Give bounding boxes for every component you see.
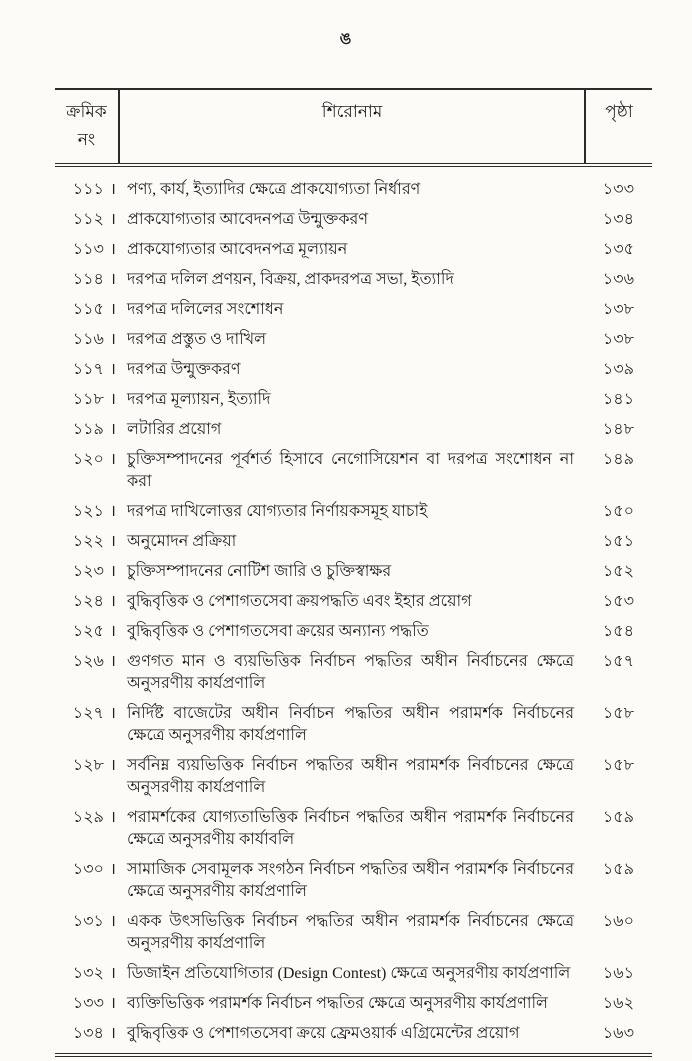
row-page-number: ১৫২: [602, 563, 634, 580]
row-serial-number: ১১৮ ।: [72, 391, 116, 408]
row-serial-number: ১২২ ।: [72, 533, 116, 550]
danda-mark: ।: [109, 995, 116, 1012]
row-page-number: ১৩৪: [602, 211, 634, 228]
table-row: [55, 299, 652, 321]
row-title: দরপত্র দাখিলোত্তর যোগ্যতার নির্ণায়কসমূহ যাচাই: [127, 503, 428, 520]
table-row: [55, 621, 652, 643]
danda-mark: ।: [109, 503, 116, 520]
row-title: দরপত্র প্রস্তুত ও দাখিল: [127, 331, 267, 348]
row-serial-number: ১১৪ ।: [72, 271, 116, 288]
row-title: বুদ্ধিবৃত্তিক ও পেশাগতসেবা ক্রয়ের অন্যান্য পদ্ধতি: [127, 623, 429, 640]
danda-mark: ।: [109, 533, 116, 550]
row-serial-number: ১২৪ ।: [72, 593, 116, 610]
danda-mark: ।: [109, 361, 116, 378]
table-row: [55, 389, 652, 411]
row-page-number: ১৩৩: [602, 181, 634, 198]
row-serial-number: ১১৫ ।: [72, 301, 116, 318]
row-serial-number: ১১৩ ।: [72, 241, 116, 258]
row-page-number: ১৫৮: [602, 757, 634, 774]
row-title: পরামর্শকের যোগ্যতাভিত্তিক নির্বাচন পদ্ধতির অধীন পরামর্শক নির্বাচনের ক্ষেত্রে অনুসরণীয় কার্যাবলি: [127, 809, 574, 848]
row-page-number: ১৫৮: [602, 705, 634, 722]
row-title: অনুমোদন প্রক্রিয়া: [127, 533, 237, 550]
row-page-number: ১৬২: [602, 995, 634, 1012]
table-row: [55, 329, 652, 351]
danda-mark: ।: [109, 593, 116, 610]
table-row: [55, 1023, 652, 1045]
danda-mark: ।: [109, 757, 116, 774]
danda-mark: ।: [109, 211, 116, 228]
row-serial-number: ১২১ ।: [72, 503, 116, 520]
row-page-number: ১৩৯: [602, 361, 634, 378]
danda-mark: ।: [109, 705, 116, 722]
table-row: [55, 449, 652, 493]
row-title: নির্দিষ্ট বাজেটের অধীন নির্বাচন পদ্ধতির অধীন পরামর্শক নির্বাচনের ক্ষেত্রে অনুসরণীয় কার্যপ্রণালি: [127, 705, 574, 744]
table-row: [55, 209, 652, 231]
danda-mark: ।: [109, 301, 116, 318]
row-page-number: ১৩৮: [602, 331, 634, 348]
row-title: ডিজাইন প্রতিযোগিতার (Design Contest) ক্ষেত্রে অনুসরণীয় কার্যপ্রণালি: [127, 965, 571, 982]
row-serial-number: ১২৬ ।: [72, 653, 116, 670]
row-title: গুণগত মান ও ব্যয়ভিত্তিক নির্বাচন পদ্ধতির অধীন নির্বাচনের ক্ষেত্রে অনুসরণীয় কার্যপ্রণালি: [127, 653, 574, 692]
row-title: চুক্তিসম্পাদনের পূর্বশর্ত হিসাবে নেগোসিয়েশন বা দরপত্র সংশোধন না করা: [127, 451, 574, 490]
danda-mark: ।: [109, 913, 116, 930]
row-page-number: ১৬০: [602, 913, 634, 930]
row-serial-number: ১২৫ ।: [72, 623, 116, 640]
row-title: সর্বনিম্ন ব্যয়ভিত্তিক নির্বাচন পদ্ধতির অধীন পরামর্শক নির্বাচনের ক্ষেত্রে অনুসরণীয় কার্যপ্রণালি: [127, 757, 574, 796]
table-row: [55, 703, 652, 747]
row-title: বুদ্ধিবৃত্তিক ও পেশাগতসেবা ক্রয়ে ফ্রেমওয়ার্ক এগ্রিমেন্টের প্রয়োগ: [127, 1025, 520, 1042]
table-row: [55, 419, 652, 441]
table-row: [55, 561, 652, 583]
table-row: [55, 269, 652, 291]
row-title: একক উৎসভিত্তিক নির্বাচন পদ্ধতির অধীন পরামর্শক নির্বাচনের ক্ষেত্রে অনুসরণীয় কার্যপ্রণালি: [127, 913, 574, 952]
row-serial-number: ১১১ ।: [72, 181, 116, 198]
danda-mark: ।: [109, 181, 116, 198]
row-title: দরপত্র দলিল প্রণয়ন, বিক্রয়, প্রাকদরপত্র সভা, ইত্যাদি: [127, 271, 454, 288]
row-title: লটারির প্রয়োগ: [127, 421, 222, 438]
danda-mark: ।: [109, 653, 116, 670]
danda-mark: ।: [109, 271, 116, 288]
table-row: [55, 179, 652, 201]
toc-table-header: [55, 88, 652, 163]
table-row: [55, 755, 652, 799]
table-row: [55, 359, 652, 381]
danda-mark: ।: [109, 391, 116, 408]
danda-mark: ।: [109, 861, 116, 878]
row-title: প্রাকযোগ্যতার আবেদনপত্র উন্মুক্তকরণ: [127, 211, 368, 228]
header-serial-column: ক্রমিক নং: [66, 102, 107, 149]
row-title: প্রাকযোগ্যতার আবেদনপত্র মূল্যায়ন: [127, 241, 348, 258]
table-row: [55, 911, 652, 955]
row-page-number: ১৪১: [602, 391, 634, 408]
row-serial-number: ১২০ ।: [72, 451, 116, 468]
row-serial-number: ১২৯ ।: [72, 809, 116, 826]
row-page-number: ১৫৯: [602, 861, 634, 878]
danda-mark: ।: [109, 241, 116, 258]
header-title-column: শিরোনাম: [118, 90, 586, 163]
row-title: পণ্য, কার্য, ইত্যাদির ক্ষেত্রে প্রাকযোগ্যতা নির্ধারণ: [127, 181, 421, 198]
danda-mark: ।: [109, 809, 116, 826]
table-row: [55, 859, 652, 903]
row-page-number: ১৩৮: [602, 301, 634, 318]
row-serial-number: ১৩১ ।: [72, 913, 116, 930]
row-serial-number: ১১৯ ।: [72, 421, 116, 438]
header-page-column: পৃষ্ঠা: [605, 102, 633, 121]
row-page-number: ১৫৯: [602, 809, 634, 826]
row-page-number: ১৫৪: [602, 623, 634, 640]
folio-page-number: ঙ: [339, 31, 353, 48]
row-serial-number: ১২৩ ।: [72, 563, 116, 580]
row-serial-number: ১১৬ ।: [72, 331, 116, 348]
row-serial-number: ১৩৪ ।: [72, 1025, 116, 1042]
table-row: [55, 807, 652, 851]
danda-mark: ।: [109, 421, 116, 438]
row-page-number: ১৫১: [602, 533, 634, 550]
row-serial-number: ১৩২ ।: [72, 965, 116, 982]
row-serial-number: ১১৭ ।: [72, 361, 116, 378]
table-bottom-rule: [55, 1053, 652, 1057]
row-page-number: ১৩৬: [602, 271, 634, 288]
row-page-number: ১৫৩: [602, 593, 634, 610]
row-serial-number: ১৩০ ।: [72, 861, 116, 878]
table-row: [55, 651, 652, 695]
row-page-number: ১৬৩: [602, 1025, 634, 1042]
danda-mark: ।: [109, 965, 116, 982]
row-page-number: ১৪৯: [602, 451, 634, 468]
danda-mark: ।: [109, 331, 116, 348]
row-page-number: ১৩৫: [602, 241, 634, 258]
table-row: [55, 501, 652, 523]
row-title: বুদ্ধিবৃত্তিক ও পেশাগতসেবা ক্রয়পদ্ধতি এবং ইহার প্রয়োগ: [127, 593, 472, 610]
table-row: [55, 531, 652, 553]
row-title: সামাজিক সেবামূলক সংগঠন নির্বাচন পদ্ধতির অধীন পরামর্শক নির্বাচনের ক্ষেত্রে অনুসরণীয় কার্যপ্রণালি: [127, 861, 574, 900]
toc-table-body: [55, 167, 652, 1045]
table-row: [55, 963, 652, 985]
row-title: ব্যক্তিভিত্তিক পরামর্শক নির্বাচন পদ্ধতির ক্ষেত্রে অনুসরণীয় কার্যপ্রণালি: [127, 995, 548, 1012]
row-page-number: ১৫০: [602, 503, 634, 520]
row-title: চুক্তিসম্পাদনের নোটিশ জারি ও চুক্তিস্বাক্ষর: [127, 563, 392, 580]
row-page-number: ১৬১: [602, 965, 634, 982]
toc-table: [55, 88, 652, 1057]
row-serial-number: ১৩৩ ।: [72, 995, 116, 1012]
row-serial-number: ১২৭ ।: [72, 705, 116, 722]
row-page-number: ১৪৮: [602, 421, 634, 438]
danda-mark: ।: [109, 451, 116, 468]
table-row: [55, 239, 652, 261]
row-title: দরপত্র দলিলের সংশোধন: [127, 301, 284, 318]
danda-mark: ।: [109, 1025, 116, 1042]
row-serial-number: ১২৮ ।: [72, 757, 116, 774]
danda-mark: ।: [109, 563, 116, 580]
row-title: দরপত্র উন্মুক্তকরণ: [127, 361, 241, 378]
row-title: দরপত্র মূল্যায়ন, ইত্যাদি: [127, 391, 271, 408]
row-serial-number: ১১২ ।: [72, 211, 116, 228]
row-page-number: ১৫৭: [602, 653, 634, 670]
table-row: [55, 993, 652, 1015]
danda-mark: ।: [109, 623, 116, 640]
table-row: [55, 591, 652, 613]
